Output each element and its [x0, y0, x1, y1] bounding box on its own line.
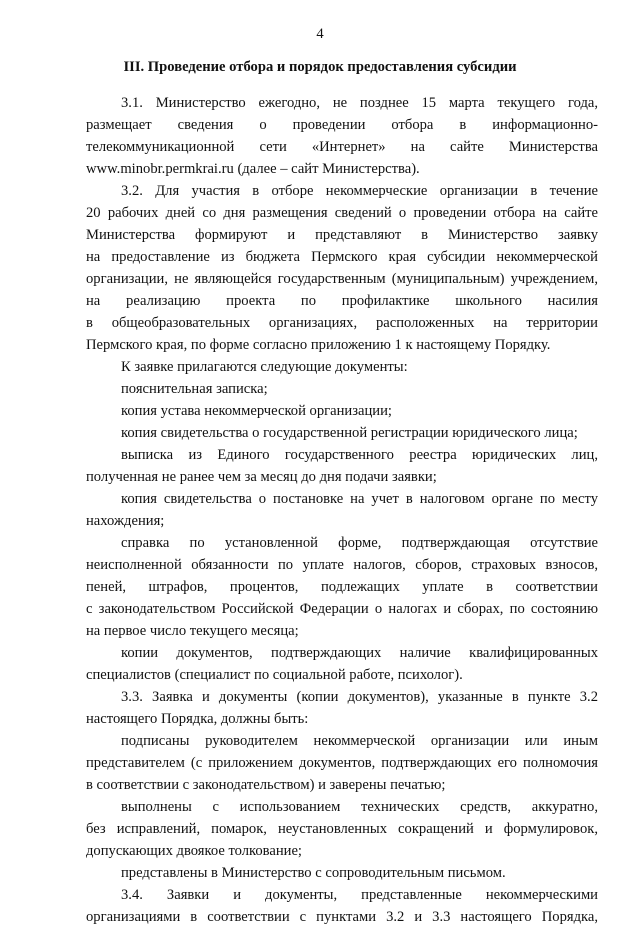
text-line: копия свидетельства о постановке на учет в налоговом органе по месту — [121, 491, 598, 507]
text-line: 3.1. Министерство ежегодно, не позднее 15 марта текущего года, — [121, 95, 598, 111]
text-line: выполнены с использованием технических средств, аккуратно, — [121, 799, 598, 815]
text-line: 3.3. Заявка и документы (копии документов), указанные в пункте 3.2 — [121, 689, 598, 705]
text-line: копия устава некоммерческой организации; — [121, 403, 392, 419]
text-line: организации, не являющейся государственным (муниципальным) учреждением, — [86, 271, 598, 287]
text-line: настоящего Порядка, должны быть: — [86, 711, 309, 727]
text-line: с законодательством Российской Федерации о налогах и сборах, по состоянию — [86, 601, 598, 617]
text-line: 3.4. Заявки и документы, представленные некоммерческими — [121, 887, 598, 903]
text-line: выписка из Единого государственного реестра юридических лиц, — [121, 447, 598, 463]
text-line: на реализацию проекта по профилактике школьного насилия — [86, 293, 598, 309]
document-body — [86, 92, 598, 928]
text-line: 20 рабочих дней со дня размещения сведений о проведении отбора на сайте — [86, 205, 598, 221]
text-line: допускающих двоякое толкование; — [86, 843, 302, 859]
text-line: специалистов (специалист по социальной работе, психолог). — [86, 667, 463, 683]
text-line: в соответствии с законодательством) и заверены печатью; — [86, 777, 446, 793]
text-line: 3.2. Для участия в отборе некоммерческие организации в течение — [121, 183, 598, 199]
text-line: Министерства формируют и представляют в Министерство заявку — [86, 227, 598, 243]
text-line: К заявке прилагаются следующие документы: — [121, 359, 408, 375]
page-number: 4 — [316, 26, 324, 42]
text-line: справка по установленной форме, подтверждающая отсутствие — [121, 535, 598, 551]
text-line: пеней, штрафов, процентов, подлежащих уплате в соответствии — [86, 579, 598, 595]
text-line: организациями в соответствии с пунктами 3.2 и 3.3 настоящего Порядка, — [86, 909, 598, 925]
text-line: размещает сведения о проведении отбора в информационно- — [86, 117, 598, 133]
text-line: Пермского края, по форме согласно приложению 1 к настоящему Порядку. — [86, 337, 551, 353]
text-line: без исправлений, помарок, неустановленных сокращений и формулировок, — [86, 821, 598, 837]
text-line: полученная не ранее чем за месяц до дня подачи заявки; — [86, 469, 437, 485]
text-line: на предоставление из бюджета Пермского края субсидии некоммерческой — [86, 249, 598, 265]
text-line: копии документов, подтверждающих наличие квалифицированных — [121, 645, 598, 661]
text-line: пояснительная записка; — [121, 381, 268, 397]
text-line: подписаны руководителем некоммерческой организации или иным — [121, 733, 598, 749]
text-line: телекоммуникационной сети «Интернет» на сайте Министерства — [86, 139, 598, 155]
text-line: нахождения; — [86, 513, 165, 529]
text-line: представителем (с приложением документов, подтверждающих его полномочия — [86, 755, 598, 771]
text-line: копия свидетельства о государственной регистрации юридического лица; — [121, 425, 578, 441]
text-line: неисполненной обязанности по уплате налогов, сборов, страховых взносов, — [86, 557, 598, 573]
text-line: www.minobr.permkrai.ru (далее – сайт Министерства). — [86, 161, 420, 177]
text-line: на первое число текущего месяца; — [86, 623, 299, 639]
text-line: представлены в Министерство с сопроводительным письмом. — [121, 865, 506, 881]
section-title: III. Проведение отбора и порядок предоставления субсидии — [123, 59, 517, 75]
text-line: в общеобразовательных организациях, расположенных на территории — [86, 315, 598, 331]
